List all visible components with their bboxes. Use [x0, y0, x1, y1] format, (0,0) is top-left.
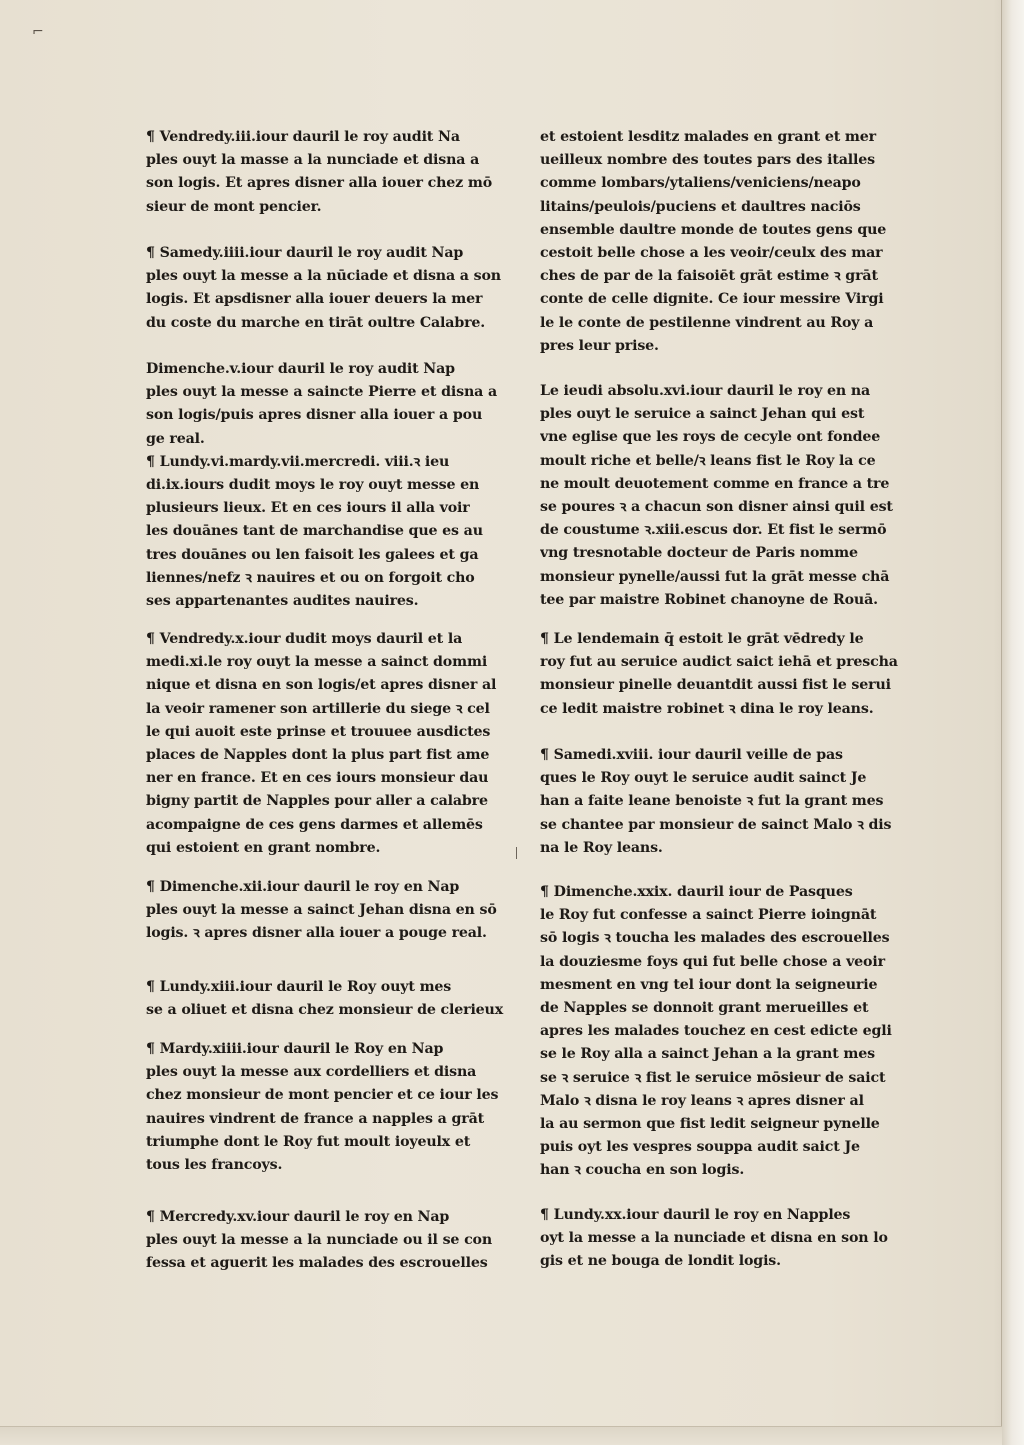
right-column-paragraph	[540, 628, 914, 721]
text-line: ¶ Lundy.xiii.iour dauril le Roy ouyt mes	[146, 979, 452, 995]
text-line: pres leur prise.	[540, 337, 659, 354]
text-line: ne moult deuotement comme en france a tre	[540, 475, 890, 492]
text-line: ¶ Le lendemain q̄ estoit le grāt vēdredy le	[540, 631, 864, 647]
text-line: mesment en vng tel iour dont la seigneurie	[540, 976, 878, 993]
text-line: ¶ Vendredy.iii.iour dauril le roy audit Na	[146, 129, 460, 145]
text-line: ¶ Vendredy.x.iour dudit moys dauril et la	[146, 631, 463, 647]
right-column-paragraph	[540, 126, 914, 358]
text-line: conte de celle dignite. Ce iour messire Virgi	[540, 291, 884, 308]
text-line: monsieur pinelle deuantdit aussi fist le serui	[540, 677, 891, 694]
text-line: la au sermon que fist ledit seigneur pynelle	[540, 1116, 880, 1133]
text-line: han ꝛ coucha en son logis.	[540, 1162, 745, 1179]
text-line: ¶ Lundy.xx.iour dauril le roy en Napples	[540, 1207, 851, 1223]
text-line: ¶ Mercredy.xv.iour dauril le roy en Nap	[146, 1209, 450, 1225]
text-line: ¶ Lundy.vi.mardy.vii.mercredi. viii.ꝛ ieu	[146, 453, 450, 470]
text-line: ples ouyt la messe a la nunciade ou il se con	[146, 1232, 493, 1249]
text-line: qui estoient en grant nombre.	[146, 839, 381, 856]
text-line: se le Roy alla a sainct Jehan a la grant mes	[540, 1046, 875, 1063]
text-line: tres douānes ou len faisoit les galees et ga	[146, 546, 479, 563]
text-line: ples ouyt le seruice a sainct Jehan qui est	[540, 406, 865, 423]
text-line: ¶ Mardy.xiiii.iour dauril le Roy en Nap	[146, 1041, 444, 1057]
text-line: litains/peulois/puciens et daultres naciōs	[540, 198, 861, 215]
text-line: cestoit belle chose a les veoir/ceulx des mar	[540, 245, 883, 262]
text-line: nauires vindrent de france a napples a grāt	[146, 1110, 485, 1127]
text-line: ¶ Dimenche.xii.iour dauril le roy en Nap	[146, 879, 460, 895]
text-line: logis. Et apsdisner alla iouer deuers la mer	[146, 291, 483, 308]
left-column-paragraph	[146, 976, 520, 1022]
text-line: ples ouyt la messe a saincte Pierre et disna a	[146, 384, 498, 401]
text-line: ques le Roy ouyt le seruice audit sainct Je	[540, 770, 867, 787]
right-column-paragraph	[540, 881, 914, 1183]
text-line: logis. ꝛ apres disner alla iouer a pouge real.	[146, 925, 487, 942]
text-line: acompaigne de ces gens darmes et allemēs	[146, 816, 483, 833]
text-line: le Roy fut confesse a sainct Pierre ioingnāt	[540, 907, 877, 924]
right-column-paragraph	[540, 1204, 914, 1274]
text-line: ¶ Dimenche.xxix. dauril iour de Pasques	[540, 884, 853, 900]
text-line: ¶ Samedi.xviii. iour dauril veille de pas	[540, 747, 843, 763]
text-line: Malo ꝛ disna le roy leans ꝛ apres disner al	[540, 1092, 864, 1109]
text-line: se poures ꝛ a chacun son disner ainsi quil est	[540, 499, 893, 516]
text-line: chez monsieur de mont pencier et ce iour les	[146, 1087, 499, 1104]
text-line: les douānes tant de marchandise que es au	[146, 523, 483, 540]
text-line: han a faite leane benoiste ꝛ fut la grant mes	[540, 793, 884, 810]
text-line: vng tresnotable docteur de Paris nomme	[540, 545, 858, 562]
text-line: oyt la messe a la nunciade et disna en son lo	[540, 1230, 888, 1247]
text-line: apres les malades touchez en cest edicte egli	[540, 1023, 892, 1040]
text-line: ples ouyt la masse a la nunciade et disna a	[146, 152, 480, 169]
text-line: di.ix.iours dudit moys le roy ouyt messe en	[146, 477, 480, 494]
text-line: Dimenche.v.iour dauril le roy audit Nap	[146, 361, 455, 377]
text-line: ples ouyt la messe aux cordelliers et disna	[146, 1064, 477, 1081]
gutter-mark	[516, 847, 517, 859]
left-column-paragraph	[146, 628, 520, 860]
left-column-paragraph	[146, 126, 520, 219]
text-line: de Napples se donnoit grant merueilles et	[540, 1000, 869, 1017]
left-column-paragraph	[146, 1206, 520, 1276]
left-column-paragraph	[146, 242, 520, 335]
text-line: vne eglise que les roys de cecyle ont fondee	[540, 429, 881, 446]
text-line: sieur de mont pencier.	[146, 198, 322, 215]
text-line: moult riche et belle/ꝛ leans fist le Roy la ce	[540, 452, 876, 469]
text-line: puis oyt les vespres souppa audit saict Je	[540, 1139, 860, 1156]
bottom-page-edge	[0, 1426, 1002, 1445]
text-line: sō logis ꝛ toucha les malades des escrouelles	[540, 930, 890, 947]
left-column-paragraph	[146, 358, 520, 613]
text-line: bigny partit de Napples pour aller a calabre	[146, 793, 488, 810]
text-line: le qui auoit este prinse et trouuee ausdictes	[146, 723, 491, 740]
text-line: tee par maistre Robinet chanoyne de Rouā.	[540, 591, 878, 608]
right-page-edge	[1001, 0, 1024, 1445]
text-line: se ꝛ seruice ꝛ fist le seruice mōsieur de saict	[540, 1069, 886, 1086]
text-line: la douziesme foys qui fut belle chose a veoir	[540, 953, 885, 970]
text-line: le le conte de pestilenne vindrent au Roy a	[540, 314, 874, 331]
text-line: fessa et aguerit les malades des escrouelles	[146, 1255, 488, 1272]
text-line: monsieur pynelle/aussi fut la grāt messe chā	[540, 568, 890, 585]
text-line: comme lombars/ytaliens/veniciens/neapo	[540, 175, 861, 192]
text-line: medi.xi.le roy ouyt la messe a sainct dommi	[146, 654, 488, 671]
text-line: ches de par de la faisoiēt grāt estime ꝛ grāt	[540, 268, 878, 285]
corner-mark: ⌐	[32, 24, 44, 40]
left-column-paragraph	[146, 876, 520, 946]
text-line: na le Roy leans.	[540, 839, 663, 856]
text-line: du coste du marche en tirāt oultre Calabre.	[146, 314, 486, 331]
left-column-paragraph	[146, 1038, 520, 1177]
text-line: son logis/puis apres disner alla iouer a pou	[146, 407, 483, 424]
text-line: gis et ne bouga de londit logis.	[540, 1253, 781, 1270]
text-line: de coustume ꝛ.xiii.escus dor. Et fist le sermō	[540, 522, 887, 539]
text-line: liennes/nefz ꝛ nauires et ou on forgoit cho	[146, 569, 475, 586]
text-line: nique et disna en son logis/et apres disner al	[146, 677, 497, 694]
text-line: ge real.	[146, 430, 205, 447]
text-line: roy fut au seruice audict saict iehā et prescha	[540, 654, 898, 671]
text-line: ce ledit maistre robinet ꝛ dina le roy leans.	[540, 700, 874, 717]
text-line: son logis. Et apres disner alla iouer chez mō	[146, 175, 493, 192]
text-line: ueilleux nombre des toutes pars des italles	[540, 152, 875, 169]
text-line: ples ouyt la messe a la nūciade et disna a son	[146, 268, 501, 285]
text-line: ples ouyt la messe a sainct Jehan disna en sō	[146, 902, 497, 919]
text-line: ner en france. Et en ces iours monsieur dau	[146, 770, 489, 787]
text-line: et estoient lesditz malades en grant et mer	[540, 129, 876, 145]
text-line: Le ieudi absolu.xvi.iour dauril le roy en na	[540, 383, 871, 399]
text-line: plusieurs lieux. Et en ces iours il alla voir	[146, 500, 470, 517]
text-line: triumphe dont le Roy fut moult ioyeulx et	[146, 1133, 471, 1150]
text-line: se chantee par monsieur de sainct Malo ꝛ dis	[540, 816, 892, 833]
text-line: ses appartenantes audites nauires.	[146, 593, 419, 610]
text-line: ¶ Samedy.iiii.iour dauril le roy audit Nap	[146, 245, 464, 261]
text-line: se a oliuet et disna chez monsieur de clerieux	[146, 1002, 504, 1019]
right-column-paragraph	[540, 380, 914, 612]
text-line: tous les francoys.	[146, 1157, 283, 1174]
text-line: la veoir ramener son artillerie du siege ꝛ cel	[146, 700, 490, 717]
right-column-paragraph	[540, 744, 914, 860]
text-line: ensemble daultre monde de toutes gens que	[540, 221, 887, 238]
text-line: places de Napples dont la plus part fist ame	[146, 747, 490, 764]
